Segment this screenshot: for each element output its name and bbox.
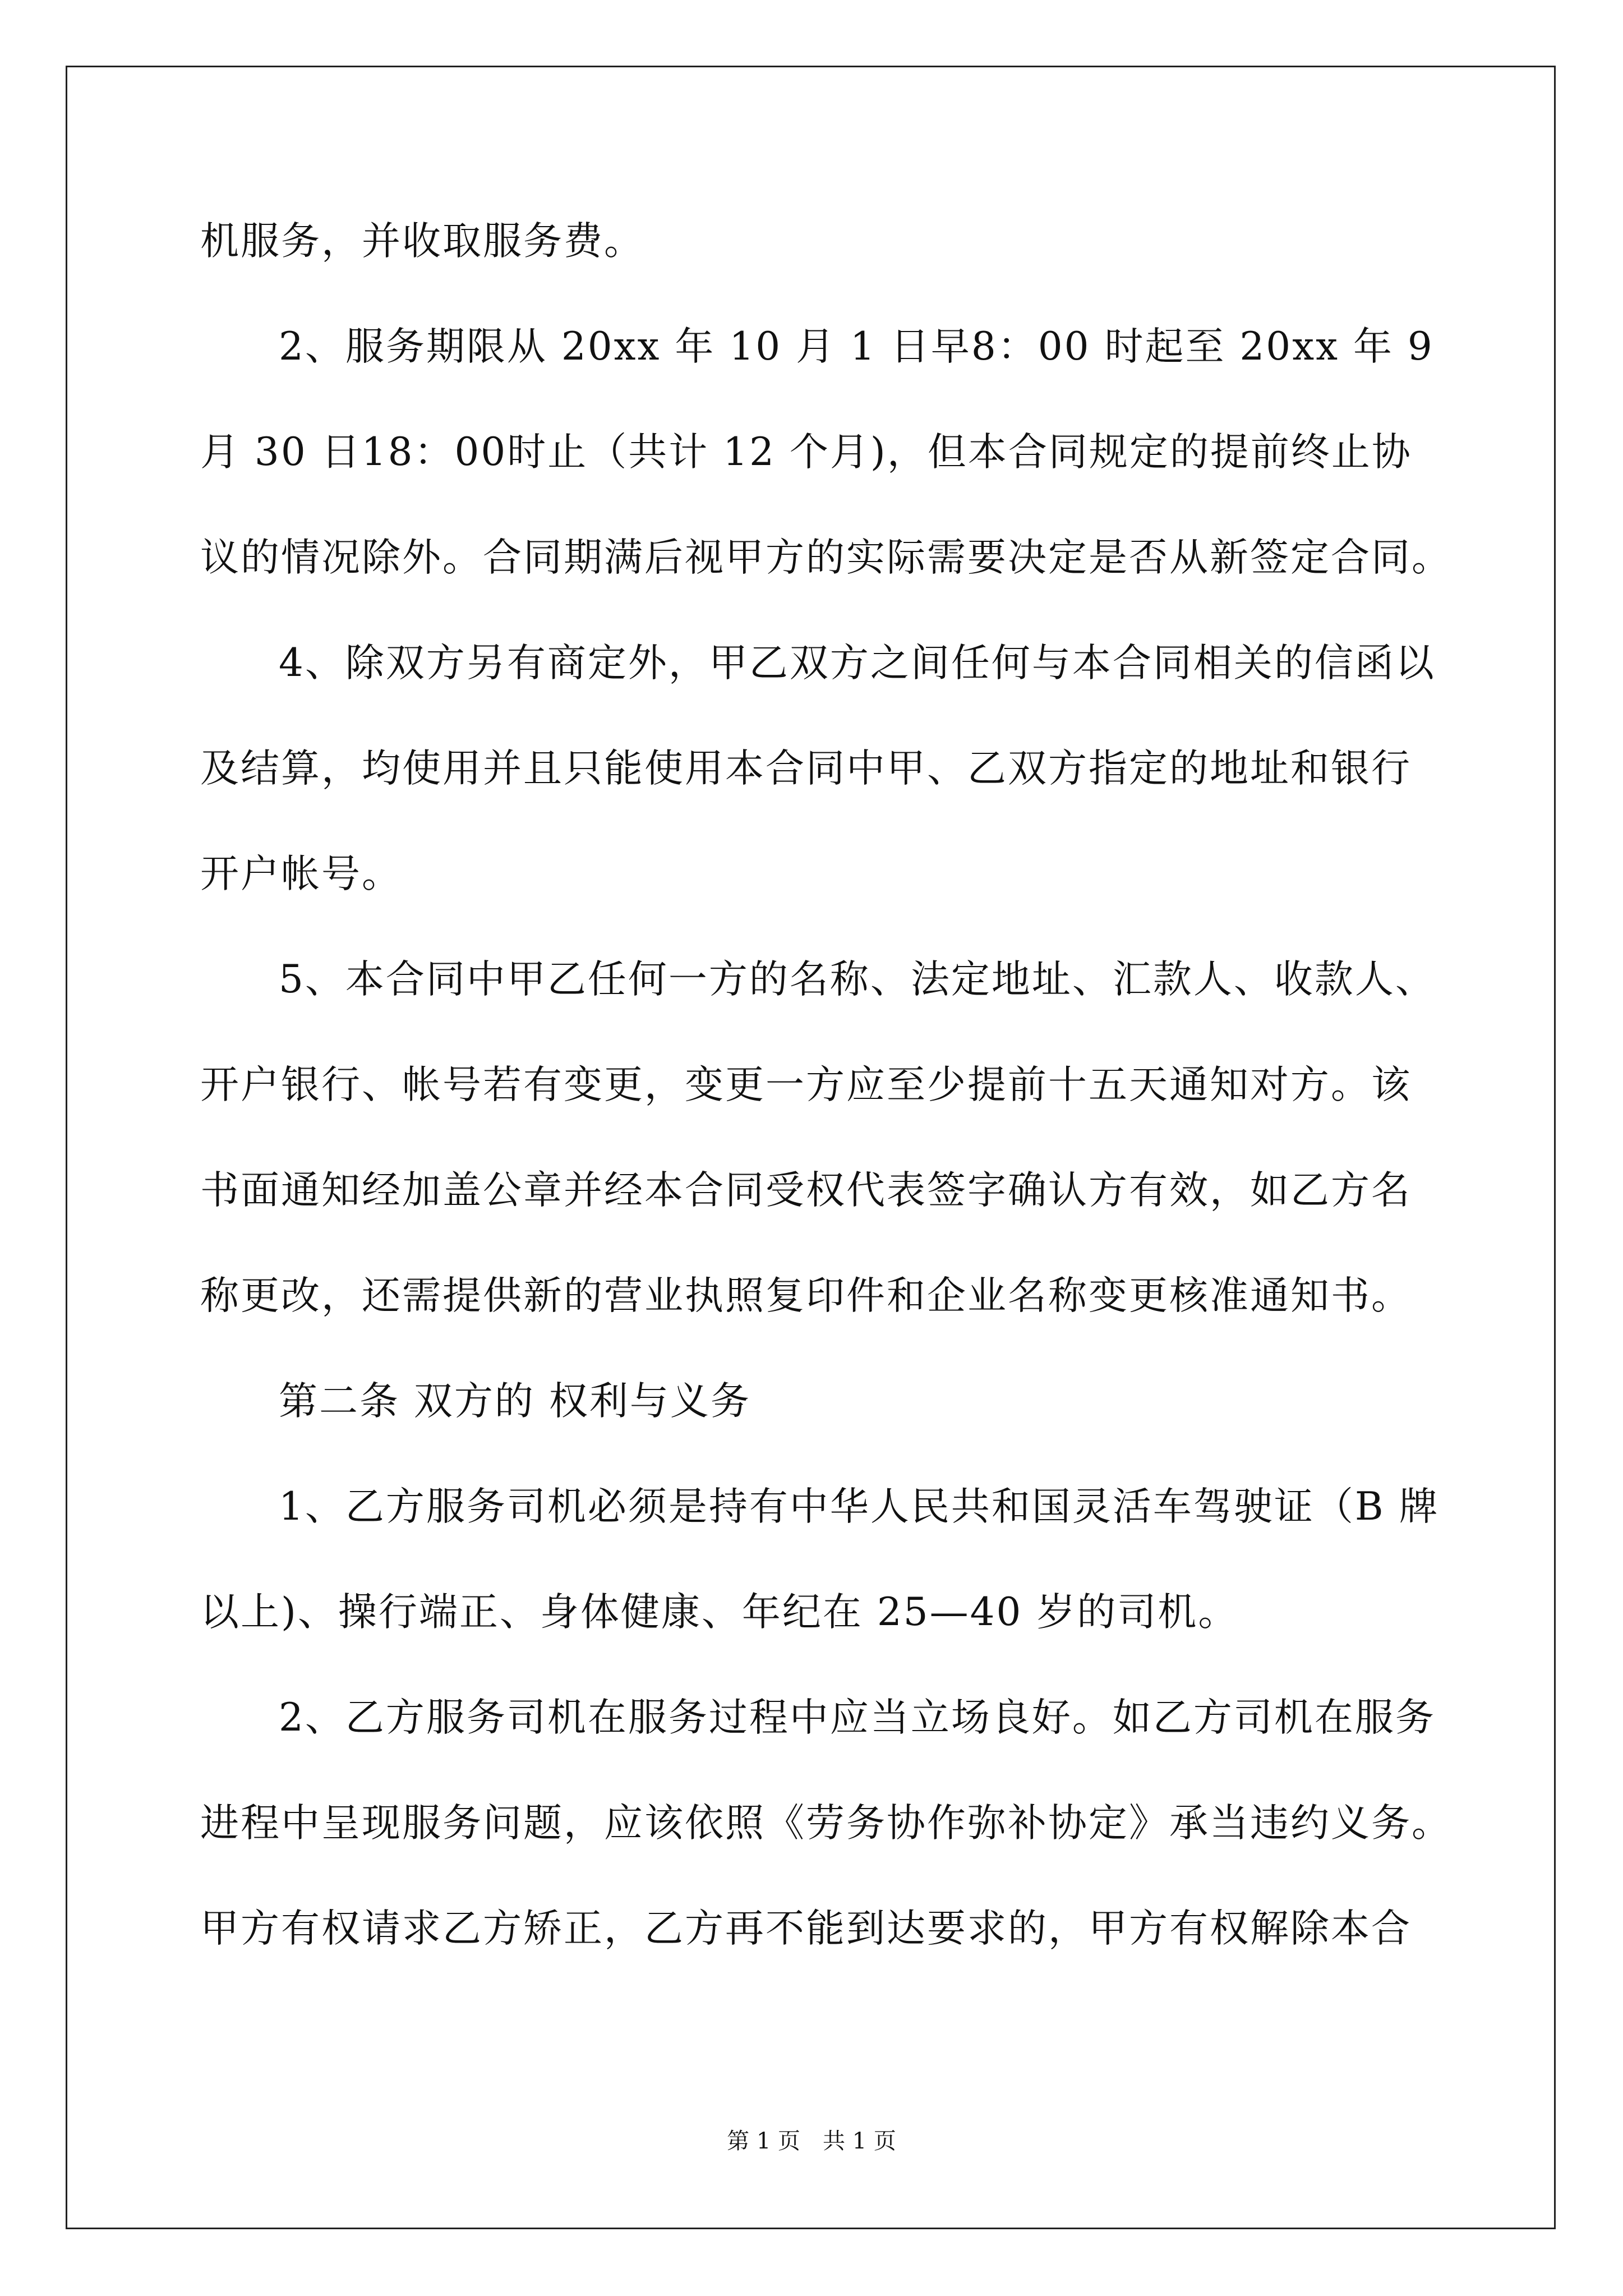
paragraph-line: 开户银行、帐号若有变更，变更一方应至少提前十五天通知对方。该 (200, 1062, 1412, 1107)
section-heading: 第二条 双方的 权利与义务 (279, 1379, 751, 1424)
paragraph-line: 月 30 日18：00时止（共计 12 个月)，但本合同规定的提前终止协 (200, 430, 1412, 475)
paragraph-line: 书面通知经加盖公章并经本合同受权代表签字确认方有效，如乙方名 (200, 1168, 1412, 1213)
page-number-footer: 第 1 页 共 1 页 (727, 2128, 896, 2154)
paragraph-line: 2、乙方服务司机在服务过程中应当立场良好。如乙方司机在服务 (279, 1695, 1436, 1740)
paragraph-line: 以上)、操行端正、身体健康、年纪在 25—40 岁的司机。 (200, 1590, 1239, 1635)
paragraph-line: 机服务，并收取服务费。 (200, 219, 644, 264)
paragraph-line: 5、本合同中甲乙任何一方的名称、法定地址、汇款人、收款人、 (279, 957, 1436, 1002)
paragraph-line: 4、除双方另有商定外，甲乙双方之间任何与本合同相关的信函以 (279, 641, 1436, 685)
paragraph-line: 及结算，均使用并且只能使用本合同中甲、乙双方指定的地址和银行 (200, 746, 1412, 791)
paragraph-line: 议的情况除外。合同期满后视甲方的实际需要决定是否从新签定合同。 (200, 535, 1452, 580)
paragraph-line: 甲方有权请求乙方矫正，乙方再不能到达要求的，甲方有权解除本合 (200, 1906, 1412, 1951)
paragraph-line: 1、乙方服务司机必须是持有中华人民共和国灵活车驾驶证（B 牌 (279, 1484, 1440, 1529)
paragraph-line: 2、服务期限从 20xx 年 10 月 1 日早8：00 时起至 20xx 年 9 (279, 324, 1434, 369)
paragraph-line: 称更改，还需提供新的营业执照复印件和企业名称变更核准通知书。 (200, 1273, 1412, 1318)
paragraph-line: 开户帐号。 (200, 852, 402, 896)
paragraph-line: 进程中呈现服务问题，应该依照《劳务协作弥补协定》承当违约义务。 (200, 1801, 1452, 1846)
